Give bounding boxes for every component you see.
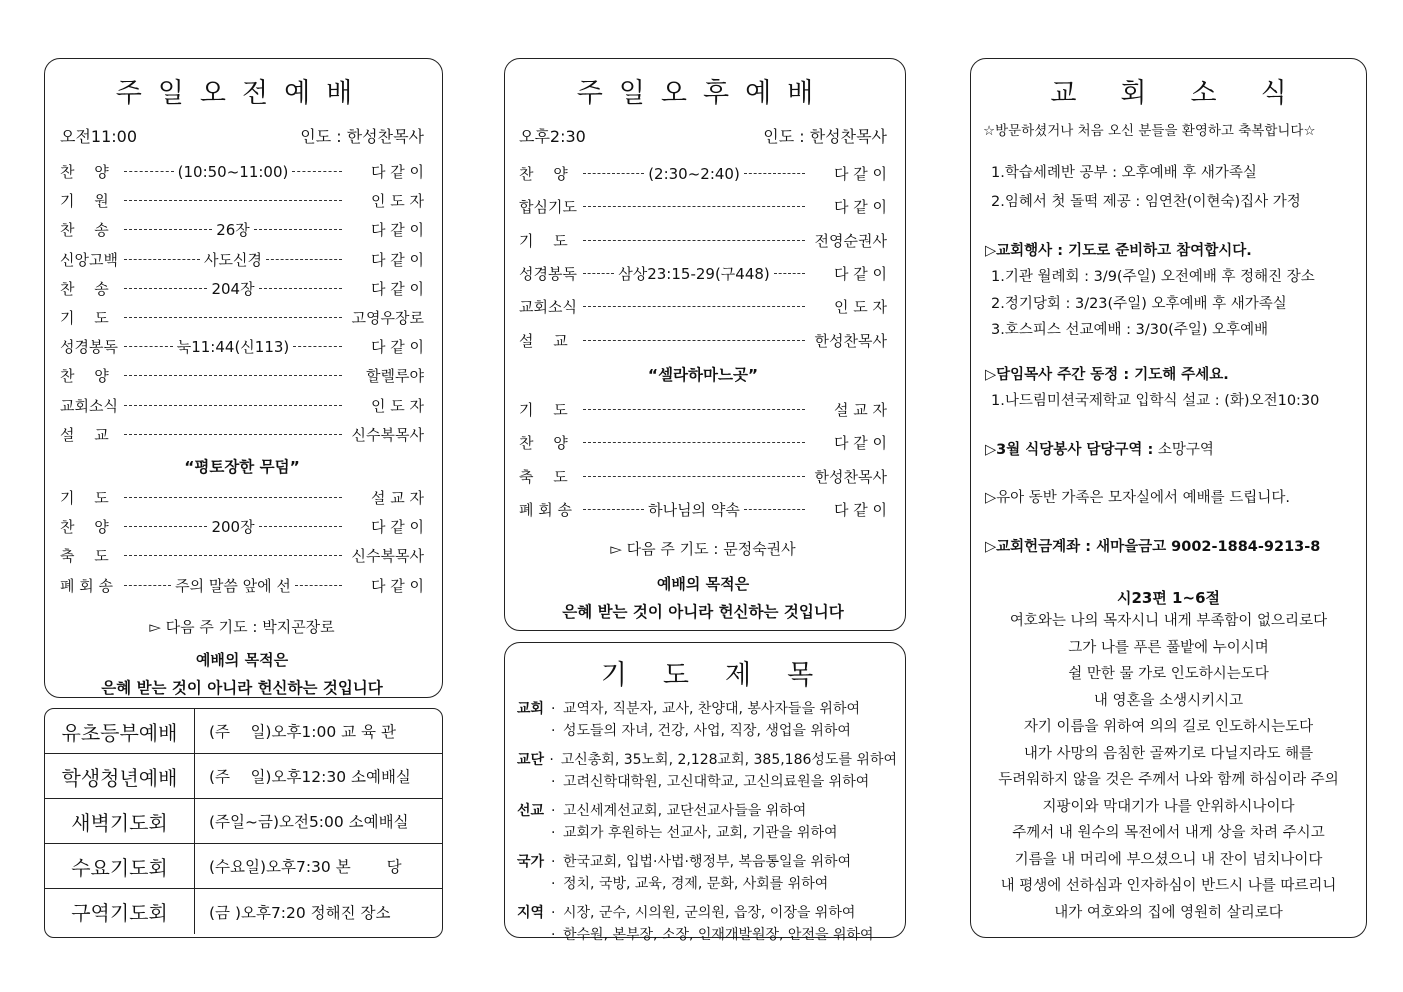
afternoon-order-list [519,157,887,357]
order-row [519,157,887,190]
schedule-name: 구역기도회 [45,889,195,934]
dotted-leader [583,409,805,410]
order-detail: 200장 [211,518,255,537]
news-item: 2.임혜서 첫 돌떡 제공 : 임연찬(이현숙)집사 가정 [991,194,1301,210]
psalm-line: 내가 여호와의 집에 영원히 살리로다 [1054,904,1283,921]
dotted-leader [124,497,342,498]
dotted-leader [124,346,173,347]
psalm-line: 그가 나를 푸른 풀밭에 누이시며 [1068,639,1269,656]
bullet-dot: · [551,905,556,921]
dotted-leader [259,526,342,527]
prayer-category: 교회 [517,701,545,717]
event-item: 3.호스피스 선교예배 : 3/30(주일) 오후예배 [991,322,1269,338]
dotted-leader [583,476,805,477]
church-news-title: 교회소식 [1050,78,1331,109]
order-detail: 204장 [211,279,255,298]
order-label: 찬 양 [519,434,568,453]
dotted-leader [583,340,805,341]
order-value: 설 교 자 [370,488,424,507]
dotted-leader [583,273,614,274]
afternoon-service-title: 주일오후예배 [576,78,830,109]
afternoon-service-leader: 인도 : 한성찬목사 [763,127,887,146]
bullet-dot: · [551,701,556,717]
psalm-line: 내 영혼을 소생시키시고 [1093,692,1244,709]
prayer-line: 교역자, 직분자, 교사, 찬양대, 봉사자들을 위하여 [563,701,861,717]
dotted-leader [254,229,342,230]
order-value: 다 같 이 [370,250,424,269]
psalm-title: 시23편 1~6절 [1116,589,1220,607]
order-label: 폐 회 송 [519,500,573,519]
dotted-leader [583,442,805,443]
order-label: 설 교 [60,425,109,444]
schedule-name: 새벽기도회 [45,799,195,843]
prayer-line: 한수원, 본부장, 소장, 인재개발원장, 안전을 위하여 [563,927,874,943]
order-row [519,190,887,223]
order-row [519,290,887,323]
order-label: 축 도 [60,547,109,566]
schedule-row [45,754,442,799]
order-value: 고영우장로 [351,309,424,328]
order-label: 신앙고백 [60,250,118,269]
order-row [60,186,424,215]
order-value: 신수복목사 [351,547,424,566]
order-value: 설 교 자 [833,400,887,419]
dotted-leader [266,259,342,260]
order-value: 다 같 이 [370,279,424,298]
prayer-category-spacer [517,822,551,844]
order-value: 한성찬목사 [814,331,887,350]
prayer-group [517,749,897,793]
event-item: 1.기관 월례회 : 3/9(주일) 오전예배 후 정해진 장소 [991,269,1315,285]
dotted-leader [124,259,200,260]
prayer-group [517,851,897,895]
psalm-line: 두려워하지 않을 것은 주께서 나와 함께 하심이라 주의 [998,772,1339,788]
order-row [519,224,887,257]
bullet-dot: · [549,752,554,768]
order-detail: 주의 말씀 앞에 선 [175,576,291,595]
psalm-line: 기름을 내 머리에 부으셨으니 내 잔이 넘치나이다 [1014,851,1323,868]
dotted-leader [259,288,342,289]
dotted-leader [124,229,212,230]
prayer-category-spacer [517,771,551,793]
order-value: 다 같 이 [370,576,424,595]
bullet-dot: · [551,774,556,790]
afternoon-next-prayer: ▻ 다음 주 기도 : 문정숙권사 [610,539,796,558]
order-label: 설 교 [519,331,568,350]
schedule-name: 학생청년예배 [45,754,195,798]
prayer-topics-panel [504,642,906,943]
bullet-dot: · [551,803,556,819]
morning-next-prayer: ▻ 다음 주 기도 : 박지곤장로 [149,617,335,636]
morning-service-title: 주일오전예배 [115,78,369,109]
morning-order-list [60,157,424,449]
order-label: 찬 양 [60,518,109,537]
order-row [60,570,424,599]
welcome-message: ☆방문하셨거나 처음 오신 분들을 환영하고 축복합니다☆ [983,123,1316,139]
order-label: 찬 양 [519,165,568,184]
schedule-time: (주일~금)오전5:00 소예배실 [209,813,409,831]
bullet-dot: · [551,723,556,739]
dotted-leader [124,434,342,435]
prayer-group [517,800,897,844]
prayer-category-spacer [517,924,551,946]
order-label: 합심기도 [519,198,577,217]
meal-duty [985,438,1214,459]
dotted-leader [583,240,805,241]
order-label: 기 도 [519,231,568,250]
church-news-panel [970,58,1367,938]
order-label: 기 도 [60,488,109,507]
prayer-category-spacer [517,873,551,895]
prayer-line: 고려신학대학원, 고신대학교, 고신의료원을 위하여 [563,774,870,790]
prayer-group [517,698,897,742]
dotted-leader [124,171,174,172]
order-detail: 하나님의 약속 [648,500,740,519]
prayer-line: 한국교회, 입법·사법·행정부, 복음통일을 위하여 [563,854,852,870]
order-value: 할렐루야 [366,367,424,386]
afternoon-sermon-title: “셀라하마느곳” [647,365,759,384]
order-value: 한성찬목사 [814,467,887,486]
schedule-time: (금 )오후7:20 정해진 장소 [209,903,391,922]
order-row [60,215,424,244]
morning-service-time: 오전11:00 [60,127,138,146]
prayer-category: 교단 [517,752,545,768]
prayer-line: 고신총회, 35노회, 2,128교회, 385,186성도를 위하여 [560,752,897,768]
afternoon-purpose-line-2: 은혜 받는 것이 아니라 헌신하는 것입니다 [562,601,844,621]
order-row [60,303,424,332]
schedule-row [45,889,442,934]
order-value: 다 같 이 [833,198,887,217]
order-label: 기 도 [60,309,109,328]
order-row [519,459,887,492]
weekly-schedule-table [44,708,443,938]
order-label: 기 도 [519,400,568,419]
dotted-leader [124,405,342,406]
dotted-leader [583,206,805,207]
schedule-time: (수요일)오후7:30 본 당 [209,858,402,876]
meal-duty-value: 소망구역 [1157,442,1214,458]
order-value: 다 같 이 [834,265,888,284]
order-row [60,361,424,390]
order-row [60,245,424,274]
dotted-leader [124,526,207,527]
pastor-item: 1.나드림미션국제학교 입학식 설교 : (화)오전10:30 [991,393,1320,409]
order-label: 찬 양 [60,367,109,386]
events-heading: ▷교회행사 : 기도로 준비하고 참여합시다. [985,243,1252,259]
morning-sermon-title: “평토장한 무덤” [184,457,300,476]
prayer-category: 국가 [517,854,545,870]
order-label: 교회소식 [519,298,577,317]
dotted-leader [124,555,342,556]
order-detail: 26장 [216,221,250,240]
order-row [60,483,424,512]
prayer-line: 시장, 군수, 시의원, 군의원, 읍장, 이장을 위하여 [563,905,856,921]
order-value: 다 같 이 [371,221,425,240]
order-value: 신수복목사 [351,425,424,444]
order-label: 성경봉독 [519,265,577,284]
dotted-leader [124,585,171,586]
schedule-row [45,844,442,889]
psalm-text [971,608,1366,926]
order-row [60,420,424,449]
order-label: 성경봉독 [60,338,118,357]
order-value: 다 같 이 [833,500,887,519]
order-detail: (10:50~11:00) [177,162,289,181]
order-label: 기 원 [60,192,109,211]
order-value: 다 같 이 [371,338,425,357]
order-label: 교회소식 [60,396,118,415]
meal-duty-heading: ▷3월 식당봉사 담당구역 : [985,442,1154,458]
prayer-line: 고신세계선교회, 교단선교사들을 위하여 [563,803,807,819]
schedule-time: (주 일)오후12:30 소예배실 [209,768,411,786]
psalm-line: 지팡이와 막대기가 나를 안위하시나이다 [1042,798,1295,815]
prayer-group [517,902,897,946]
prayer-line: 교회가 후원하는 선교사, 교회, 기관을 위하여 [563,825,838,841]
prayer-category: 지역 [517,905,545,921]
order-row [60,274,424,303]
bullet-dot: · [551,927,556,943]
dotted-leader [293,346,342,347]
dotted-leader [124,375,342,376]
morning-purpose-line-2: 은혜 받는 것이 아니라 헌신하는 것입니다 [101,677,383,697]
psalm-line: 자기 이름을 위하여 의의 길로 인도하시는도다 [1023,719,1314,735]
news-item: 1.학습세례반 공부 : 오후예배 후 새가족실 [991,165,1257,181]
order-row [519,257,887,290]
morning-order-list-2 [60,483,424,600]
order-label: 찬 송 [60,279,109,298]
order-row [60,332,424,361]
order-row [60,157,424,186]
order-label: 폐 회 송 [60,576,114,595]
order-row [519,426,887,459]
prayer-line: 성도들의 자녀, 건강, 사업, 직장, 생업을 위하여 [563,723,851,739]
order-value: 다 같 이 [371,163,425,182]
afternoon-service-panel [504,58,906,631]
dotted-leader [295,585,342,586]
dotted-leader [292,171,342,172]
order-label: 축 도 [519,467,568,486]
order-value: 인 도 자 [370,192,424,211]
psalm-line: 내가 사망의 음침한 골짜기로 다닐지라도 해를 [1023,745,1314,762]
event-item: 2.정기당회 : 3/23(주일) 오후예배 후 새가족실 [991,296,1287,312]
bullet-dot: · [551,825,556,841]
prayer-category: 선교 [517,803,545,819]
schedule-row [45,709,442,754]
offering-account: ▷교회헌금계좌 : 새마을금고 9002-1884-9213-8 [985,539,1321,555]
morning-purpose-line-1: 예배의 목적은 [195,650,289,669]
order-label: 찬 양 [60,163,109,182]
morning-service-panel [44,58,443,698]
order-detail: 눅11:44(신113) [176,338,290,357]
order-row [60,512,424,541]
morning-service-leader: 인도 : 한성찬목사 [300,127,424,146]
order-value: 인 도 자 [370,396,424,415]
afternoon-service-time: 오후2:30 [519,127,586,146]
order-value: 인 도 자 [833,298,887,317]
order-row [519,393,887,426]
dotted-leader [583,509,644,510]
prayer-topics-title: 기도제목 [600,660,850,691]
schedule-time: (주 일)오후1:00 교 육 관 [209,723,396,741]
dotted-leader [583,306,805,307]
order-row [519,493,887,526]
dotted-leader [124,288,207,289]
schedule-name: 수요기도회 [45,844,195,888]
dotted-leader [774,273,805,274]
dotted-leader [124,200,342,201]
psalm-line: 여호와는 나의 목자시니 내게 부족함이 없으리로다 [1009,613,1328,629]
dotted-leader [744,509,805,510]
afternoon-order-list-2 [519,393,887,526]
bullet-dot: · [551,876,556,892]
pastor-heading: ▷담임목사 주간 동정 : 기도해 주세요. [985,367,1229,383]
prayer-topics-list [517,698,897,946]
order-detail: 사도신경 [204,250,262,269]
order-detail: 삼상23:15-29(구448) [618,265,770,284]
psalm-line: 주께서 내 원수의 목전에서 내게 상을 차려 주시고 [1012,825,1325,841]
order-row [60,541,424,570]
infant-notice: ▷유아 동반 가족은 모자실에서 예배를 드립니다. [985,490,1290,506]
psalm-line: 내 평생에 선하심과 인자하심이 반드시 나를 따르리니 [1000,878,1337,894]
schedule-row [45,799,442,844]
dotted-leader [744,173,805,174]
dotted-leader [583,173,644,174]
prayer-line: 정치, 국방, 교육, 경제, 문화, 사회를 위하여 [563,876,829,892]
order-value: 다 같 이 [370,518,424,537]
psalm-line: 쉴 만한 물 가로 인도하시는도다 [1068,666,1269,682]
schedule-name: 유초등부예배 [45,709,195,753]
bullet-dot: · [551,854,556,870]
afternoon-purpose-line-1: 예배의 목적은 [656,574,750,593]
order-row [519,323,887,356]
dotted-leader [124,317,342,318]
order-detail: (2:30~2:40) [648,164,740,183]
prayer-category-spacer [517,720,551,742]
order-value: 전영순권사 [814,231,887,250]
order-label: 찬 송 [60,221,109,240]
order-value: 다 같 이 [833,434,887,453]
order-row [60,391,424,420]
order-value: 다 같 이 [834,165,888,184]
